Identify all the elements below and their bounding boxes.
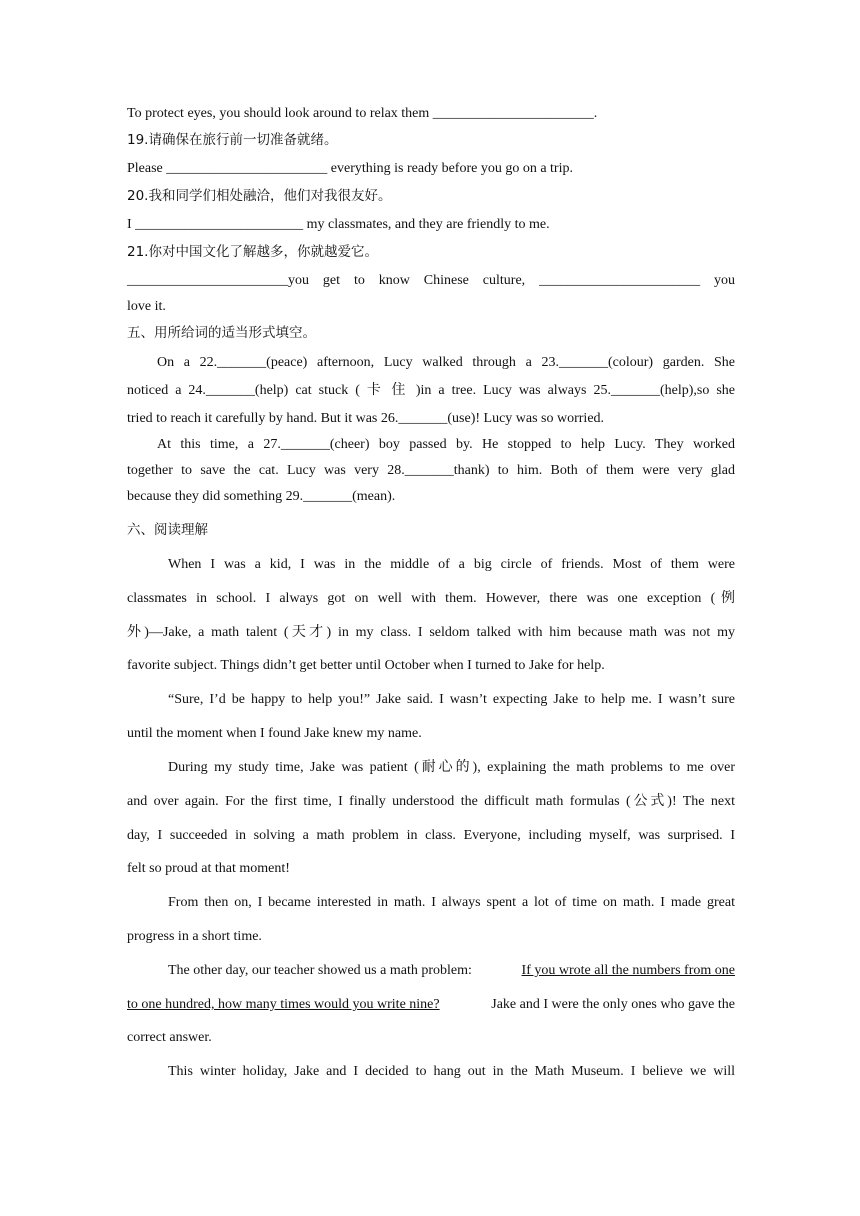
cloze-p1-line-3: tried to reach it carefully by hand. But it was 26._______(use)! Lucy was so worried. [127, 411, 605, 426]
underlined-question-part-2: to one hundred, how many times would you write nine? [127, 997, 440, 1012]
reading-p1-line-2: classmates in school. I always got on well with them. However, there was one exception (例 [127, 591, 735, 606]
reading-p2-line-1: “Sure, I’d be happy to help you!” Jake said. I wasn’t expecting Jake to help me. I wasn’t sure [168, 692, 735, 707]
section-6-title: 六、阅读理解 [127, 522, 208, 538]
q21-chinese-prompt: 21.你对中国文化了解越多，你就越爱它。 [127, 244, 378, 260]
reading-p6-line-1: This winter holiday, Jake and I decided to hang out in the Math Museum. I believe we will [168, 1064, 735, 1079]
q21-english-line-2: love it. [127, 299, 166, 314]
reading-p3-line-1: During my study time, Jake was patient (耐心的), explaining the math problems to me over [168, 760, 735, 775]
reading-p1-line-1: When I was a kid, I was in the middle of a big circle of friends. Most of them were [168, 557, 735, 572]
cloze-p1-line-1: On a 22._______(peace) afternoon, Lucy walked through a 23._______(colour) garden. She [157, 355, 735, 370]
reading-p5-line-3: correct answer. [127, 1030, 212, 1045]
reading-p5-line-1 [168, 962, 735, 980]
q19-english-line: Please _______________________ everything is ready before you go on a trip. [127, 161, 573, 176]
cloze-p2-line-1: At this time, a 27._______(cheer) boy passed by. He stopped to help Lucy. They worked [157, 437, 735, 452]
reading-p5-text-2: Jake and I were the only ones who gave the [487, 997, 735, 1012]
reading-p4-line-2: progress in a short time. [127, 929, 262, 944]
reading-p4-line-1: From then on, I became interested in math. I always spent a lot of time on math. I made great [168, 895, 735, 910]
reading-p2-line-2: until the moment when I found Jake knew my name. [127, 726, 422, 741]
reading-p3-line-4: felt so proud at that moment! [127, 861, 290, 876]
q20-chinese-prompt: 20.我和同学们相处融洽，他们对我很友好。 [127, 188, 392, 204]
cloze-p2-line-3: because they did something 29._______(mean). [127, 489, 396, 504]
cloze-p1-line-2: noticed a 24._______(help) cat stuck ( 卡 住 )in a tree. Lucy was always 25._______(help),so she [127, 383, 735, 398]
section-5-title: 五、用所给词的适当形式填空。 [127, 325, 316, 341]
reading-p3-line-2: and over again. For the first time, I finally understood the difficult math formulas (公式)! The next [127, 794, 735, 809]
reading-p1-line-4: favorite subject. Things didn’t get better until October when I turned to Jake for help. [127, 658, 605, 673]
underlined-question-part-1: If you wrote all the numbers from one [521, 963, 735, 978]
reading-p5-line-2 [127, 996, 735, 1014]
reading-p3-line-3: day, I succeeded in solving a math problem in class. Everyone, including myself, was surprised. I [127, 828, 735, 843]
q20-english-line: I ________________________ my classmates, and they are friendly to me. [127, 217, 550, 232]
q21-english-line-1: _______________________you get to know Chinese culture, _______________________ you [127, 273, 735, 288]
reading-p1-line-3: 外)—Jake, a math talent (天才) in my class. I seldom talked with him because math was not my [127, 625, 735, 640]
reading-p5-text: The other day, our teacher showed us a math problem: [168, 963, 476, 978]
cloze-p2-line-2: together to save the cat. Lucy was very 28._______thank) to him. Both of them were very glad [127, 463, 735, 478]
q19-chinese-prompt: 19.请确保在旅行前一切准备就绪。 [127, 132, 338, 148]
q18-english-line: To protect eyes, you should look around to relax them _______________________. [127, 106, 598, 121]
